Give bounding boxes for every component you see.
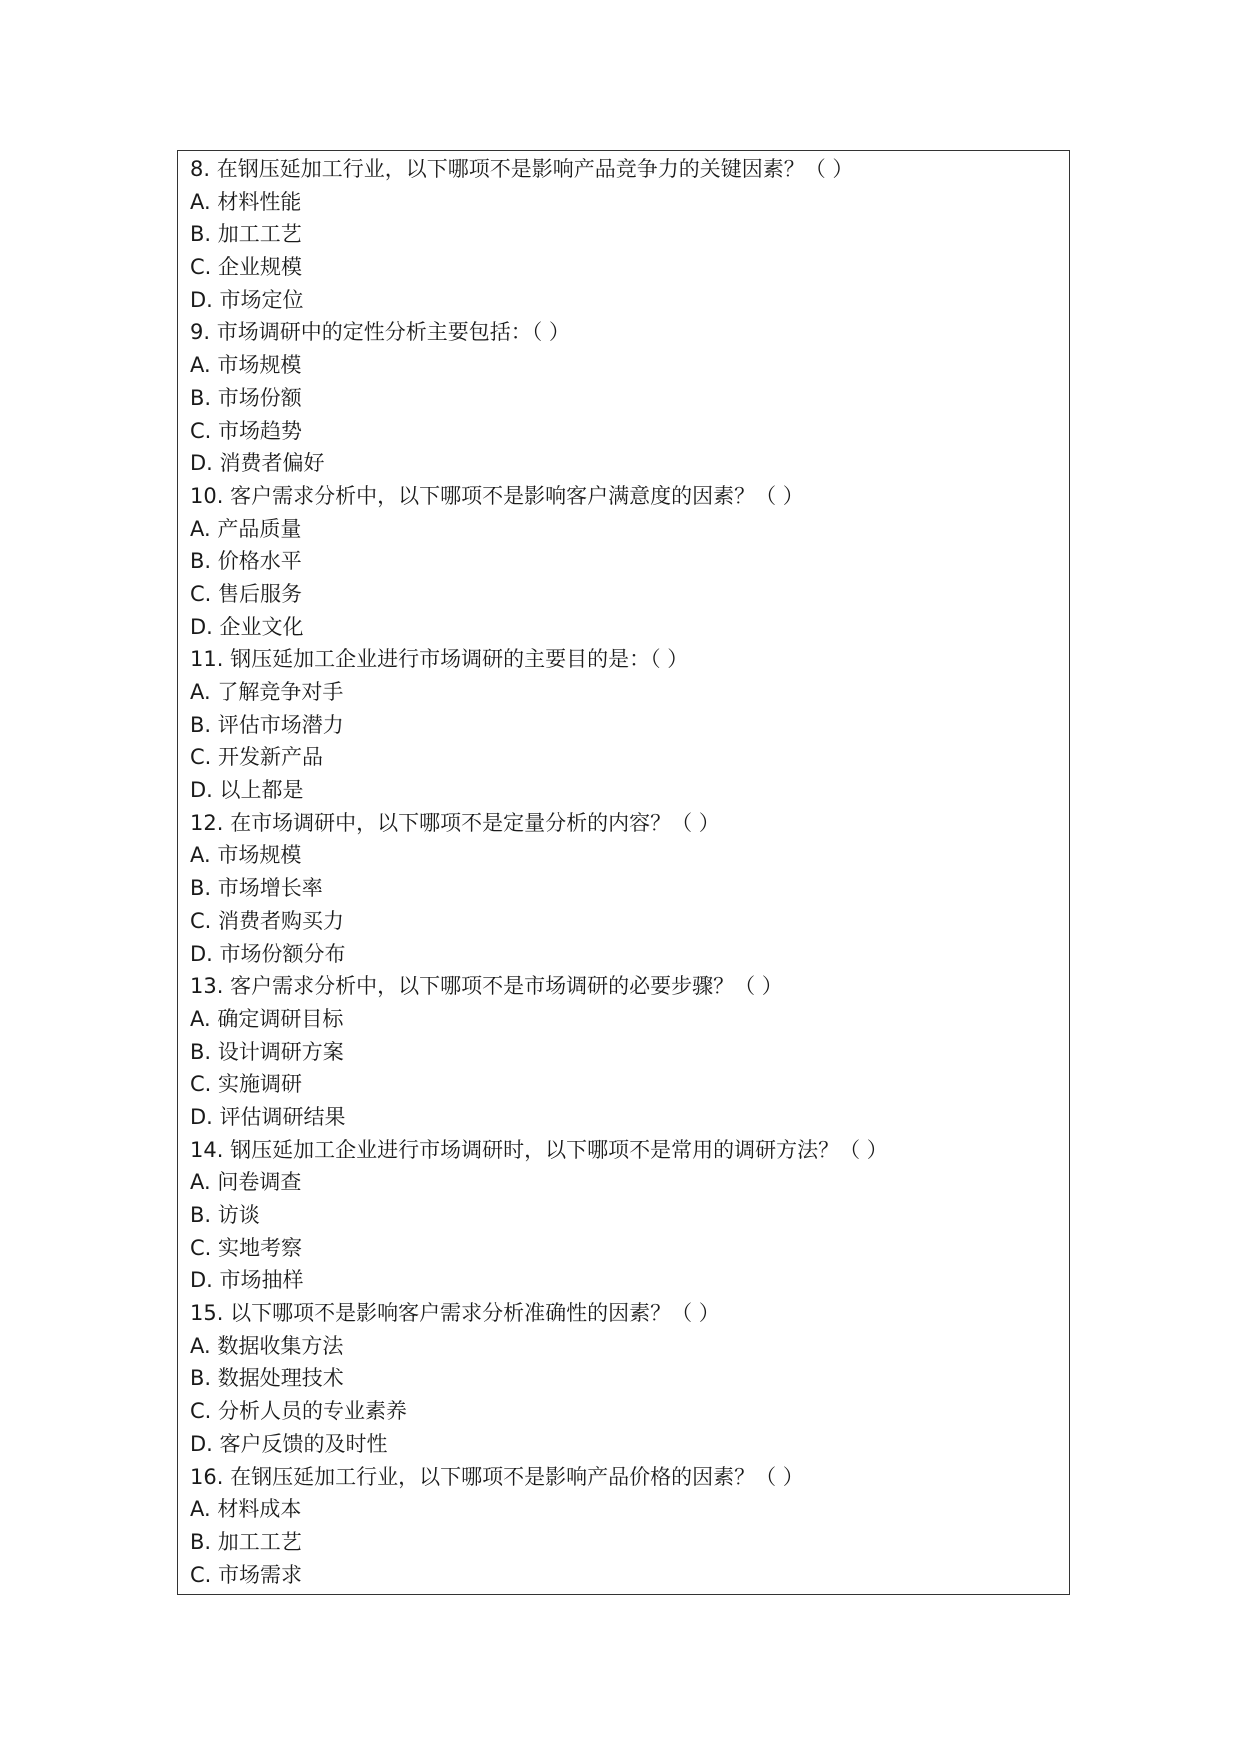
option-b: B. 价格水平 [190,549,302,574]
option-a: A. 材料性能 [190,189,302,214]
question-13 [190,970,1050,1133]
question-list [190,153,1050,1591]
option-c: C. 开发新产品 [190,745,324,770]
option-b: B. 加工工艺 [190,222,302,247]
option-d: D. 市场份额分布 [190,941,346,966]
option-d: D. 市场定位 [190,287,304,312]
option-d: D. 消费者偏好 [190,451,325,476]
option-a: A. 确定调研目标 [190,1006,344,1031]
question-stem: 14. 钢压延加工企业进行市场调研时，以下哪项不是常用的调研方法？（ ） [190,1137,888,1162]
option-a: A. 市场规模 [190,843,302,868]
option-b: B. 数据处理技术 [190,1366,344,1391]
option-c: C. 实地考察 [190,1235,303,1260]
option-d: D. 客户反馈的及时性 [190,1431,388,1456]
question-stem: 15. 以下哪项不是影响客户需求分析准确性的因素？（ ） [190,1301,720,1326]
question-stem: 16. 在钢压延加工行业，以下哪项不是影响产品价格的因素？（ ） [190,1464,804,1489]
option-c: C. 消费者购买力 [190,908,345,933]
option-b: B. 评估市场潜力 [190,712,344,737]
option-b: B. 设计调研方案 [190,1039,344,1064]
option-b: B. 市场份额 [190,385,302,410]
option-c: C. 实施调研 [190,1072,303,1097]
option-c: C. 分析人员的专业素养 [190,1399,408,1424]
option-a: A. 产品质量 [190,516,302,541]
option-d: D. 企业文化 [190,614,304,639]
option-b: B. 市场增长率 [190,876,323,901]
question-stem: 10. 客户需求分析中，以下哪项不是影响客户满意度的因素？（ ） [190,483,804,508]
option-a: A. 数据收集方法 [190,1333,344,1358]
option-c: C. 市场趋势 [190,418,303,443]
question-15 [190,1297,1050,1460]
question-stem: 9. 市场调研中的定性分析主要包括：（ ） [190,320,570,345]
option-d: D. 市场抽样 [190,1268,304,1293]
question-12 [190,807,1050,970]
question-stem: 11. 钢压延加工企业进行市场调研的主要目的是：（ ） [190,647,689,672]
question-stem: 13. 客户需求分析中，以下哪项不是市场调研的必要步骤？（ ） [190,974,783,999]
option-d: D. 以上都是 [190,778,304,803]
question-11 [190,643,1050,806]
question-8 [190,153,1050,316]
option-d: D. 评估调研结果 [190,1104,346,1129]
question-14 [190,1134,1050,1297]
question-10 [190,480,1050,643]
question-stem: 12. 在市场调研中，以下哪项不是定量分析的内容？（ ） [190,810,720,835]
option-c: C. 售后服务 [190,581,303,606]
option-a: A. 了解竞争对手 [190,680,344,704]
option-c: C. 企业规模 [190,255,303,280]
question-9 [190,316,1050,479]
option-a: A. 材料成本 [190,1497,302,1522]
option-a: A. 市场规模 [190,353,302,378]
option-c: C. 市场需求 [190,1562,303,1587]
option-b: B. 访谈 [190,1203,260,1227]
option-a: A. 问卷调查 [190,1170,302,1195]
option-b: B. 加工工艺 [190,1529,302,1554]
question-stem: 8. 在钢压延加工行业，以下哪项不是影响产品竞争力的关键因素？（ ） [190,157,854,181]
question-16 [190,1461,1050,1592]
